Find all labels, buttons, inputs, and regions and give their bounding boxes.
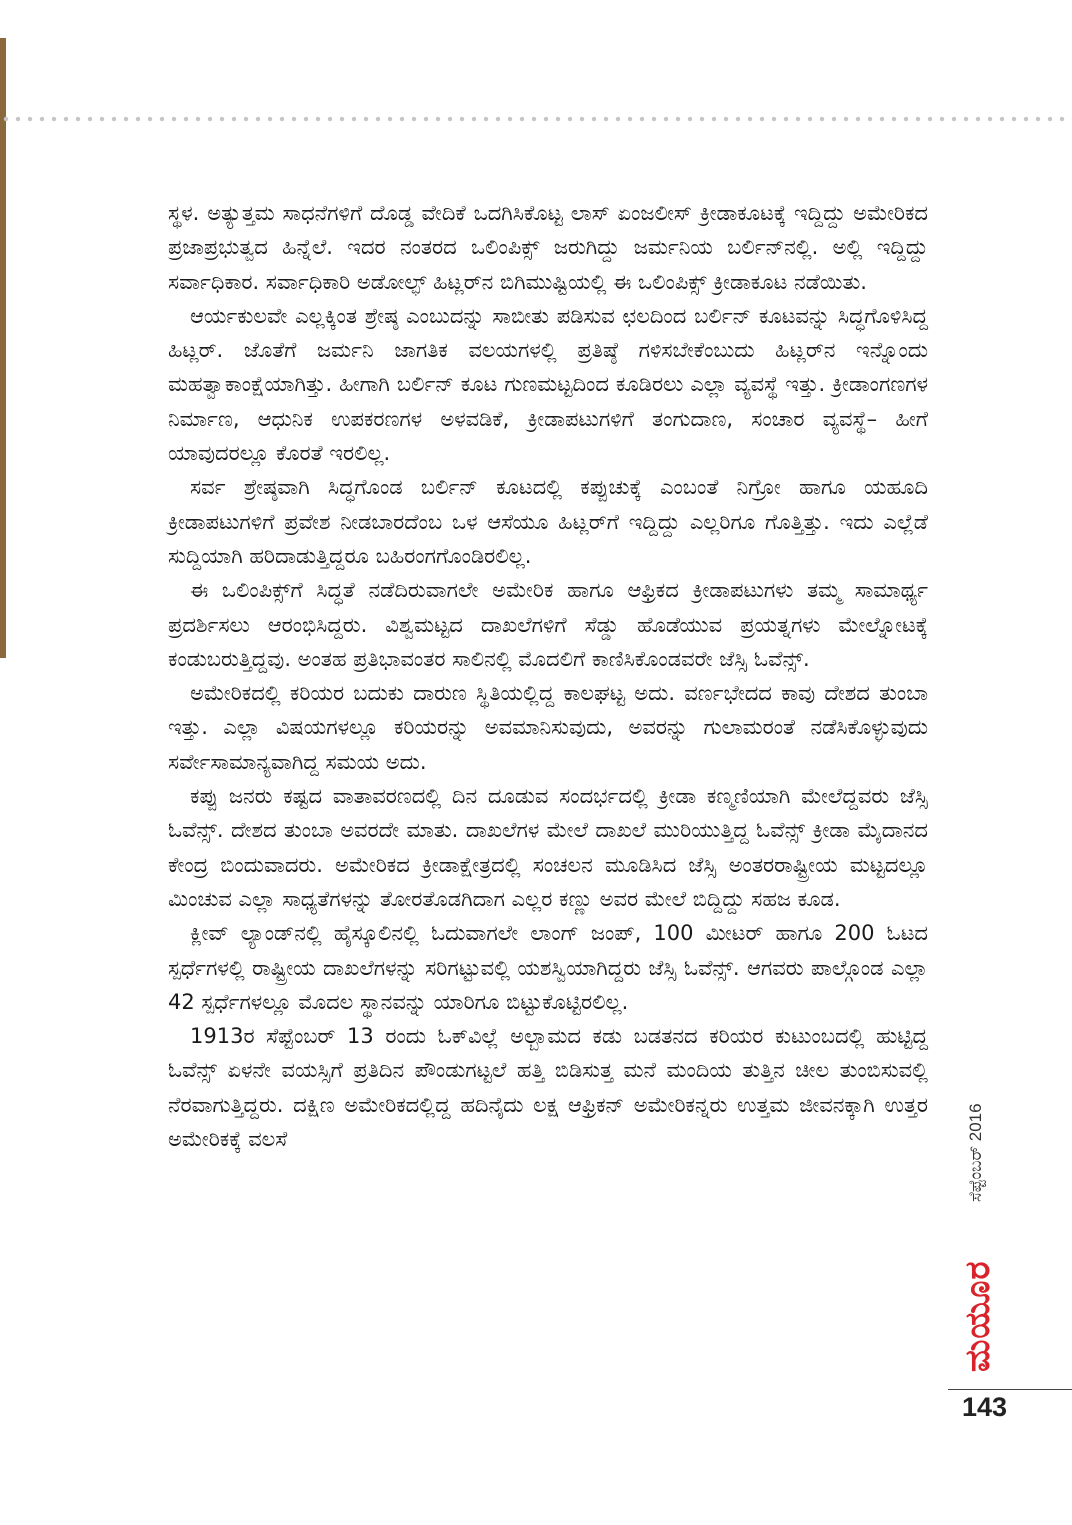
- dotted-separator: [0, 116, 1072, 122]
- article-paragraph: ಅಮೇರಿಕದಲ್ಲಿ ಕರಿಯರ ಬದುಕು ದಾರುಣ ಸ್ಥಿತಿಯಲ್ಲಿದ್ದ ಕಾಲಘಟ್ಟ ಅದು. ವರ್ಣಭೇದದ ಕಾವು ದೇಶದ ತುಂಬಾ ಇತ್ತು. ಎಲ್ಲಾ ವಿಷಯಗಳಲ್ಲೂ ಕರಿಯರನ್ನು ಅವಮಾನಿಸುವುದು, ಅವರನ್ನು ಗುಲಾಮರಂತೆ ನಡೆಸಿಕೊಳ್ಳುವುದು ಸರ್ವೇಸಾಮಾನ್ಯವಾಗಿದ್ದ ಸಮಯ ಅದು.: [168, 681, 928, 774]
- article-paragraph: ಈ ಒಲಿಂಪಿಕ್ಸ್‌ಗೆ ಸಿದ್ಧತೆ ನಡೆದಿರುವಾಗಲೇ ಅಮೇರಿಕ ಹಾಗೂ ಆಫ್ರಿಕದ ಕ್ರೀಡಾಪಟುಗಳು ತಮ್ಮ ಸಾಮಾರ್ಥ್ಯ ಪ್ರದರ್ಶಿಸಲು ಆರಂಭಿಸಿದ್ದರು. ವಿಶ್ವಮಟ್ಟದ ದಾಖಲೆಗಳಿಗೆ ಸೆಡ್ಡು ಹೊಡೆಯುವ ಪ್ರಯತ್ನಗಳು ಮೇಲ್ನೋಟಕ್ಕೆ ಕಂಡುಬರುತ್ತಿದ್ದವು. ಅಂತಹ ಪ್ರತಿಭಾವಂತರ ಸಾಲಿನಲ್ಲಿ ಮೊದಲಿಗೆ ಕಾಣಿಸಿಕೊಂಡವರೇ ಜೆಸ್ಸಿ ಓವೆನ್ಸ್.: [168, 578, 928, 671]
- article-paragraph: ಸ್ಥಳ. ಅತ್ಯುತ್ತಮ ಸಾಧನೆಗಳಿಗೆ ದೊಡ್ಡ ವೇದಿಕೆ ಒದಗಿಸಿಕೊಟ್ಟ ಲಾಸ್ ಏಂಜಲೀಸ್ ಕ್ರೀಡಾಕೂಟಕ್ಕೆ ಇದ್ದಿದ್ದು ಅಮೇರಿಕದ ಪ್ರಜಾಪ್ರಭುತ್ವದ ಹಿನ್ನೆಲೆ. ಇದರ ನಂತರದ ಒಲಿಂಪಿಕ್ಸ್ ಜರುಗಿದ್ದು ಜರ್ಮನಿಯ ಬರ್ಲಿನ್‌ನಲ್ಲಿ. ಅಲ್ಲಿ ಇದ್ದಿದ್ದು ಸರ್ವಾಧಿಕಾರ. ಸರ್ವಾಧಿಕಾರಿ ಅಡೋಲ್ಫ್ ಹಿಟ್ಲರ್‌ನ ಬಿಗಿಮುಷ್ಟಿಯಲ್ಲಿ ಈ ಒಲಿಂಪಿಕ್ಸ್ ಕ್ರೀಡಾಕೂಟ ನಡೆಯಿತು.: [168, 201, 928, 294]
- article-paragraph: ಕ್ಲೀವ್ ಲ್ಯಾಂಡ್‌ನಲ್ಲಿ ಹೈಸ್ಕೂಲಿನಲ್ಲಿ ಓದುವಾಗಲೇ ಲಾಂಗ್ ಜಂಪ್, 100 ಮೀಟರ್ ಹಾಗೂ 200 ಓಟದ ಸ್ಪರ್ಧೆಗಳಲ್ಲಿ ರಾಷ್ಟ್ರೀಯ ದಾಖಲೆಗಳನ್ನು ಸರಿಗಟ್ಟುವಲ್ಲಿ ಯಶಸ್ವಿಯಾಗಿದ್ದರು ಜೆಸ್ಸಿ ಓವೆನ್ಸ್. ಆಗವರು ಪಾಲ್ಗೊಂಡ ಎಲ್ಲಾ 42 ಸ್ಪರ್ಧೆಗಳಲ್ಲೂ ಮೊದಲ ಸ್ಥಾನವನ್ನು ಯಾರಿಗೂ ಬಿಟ್ಟುಕೊಟ್ಟಿರಲಿಲ್ಲ.: [168, 921, 928, 1014]
- article-paragraph: 1913ರ ಸೆಪ್ಟೆಂಬರ್ 13 ರಂದು ಓಕ್‌ವಿಲ್ಲೆ ಅಲ್ಬಾಮದ ಕಡು ಬಡತನದ ಕರಿಯರ ಕುಟುಂಬದಲ್ಲಿ ಹುಟ್ಟಿದ್ದ ಓವೆನ್ಸ್ ಏಳನೇ ವಯಸ್ಸಿಗೆ ಪ್ರತಿದಿನ ಪೌಂಡುಗಟ್ಟಲೆ ಹತ್ತಿ ಬಿಡಿಸುತ್ತ ಮನೆ ಮಂದಿಯ ತುತ್ತಿನ ಚೀಲ ತುಂಬಿಸುವಲ್ಲಿ ನೆರವಾಗುತ್ತಿದ್ದರು. ದಕ್ಷಿಣ ಅಮೇರಿಕದಲ್ಲಿದ್ದ ಹದಿನೈದು ಲಕ್ಷ ಆಫ್ರಿಕನ್ ಅಮೇರಿಕನ್ನರು ಉತ್ತಮ ಜೀವನಕ್ಕಾಗಿ ಉತ್ತರ ಅಮೇರಿಕಕ್ಕೆ ವಲಸೆ: [168, 1024, 928, 1152]
- page-number: 143: [962, 1392, 1008, 1422]
- article-paragraph: ಆರ್ಯಕುಲವೇ ಎಲ್ಲಕ್ಕಿಂತ ಶ್ರೇಷ್ಠ ಎಂಬುದನ್ನು ಸಾಬೀತು ಪಡಿಸುವ ಛಲದಿಂದ ಬರ್ಲಿನ್ ಕೂಟವನ್ನು ಸಿದ್ಧಗೊಳಿಸಿದ್ದ ಹಿಟ್ಲರ್. ಜೊತೆಗೆ ಜರ್ಮನಿ ಜಾಗತಿಕ ವಲಯಗಳಲ್ಲಿ ಪ್ರತಿಷ್ಠೆ ಗಳಿಸಬೇಕೆಂಬುದು ಹಿಟ್ಲರ್‌ನ ಇನ್ನೊಂದು ಮಹತ್ವಾಕಾಂಕ್ಷೆಯಾಗಿತ್ತು. ಹೀಗಾಗಿ ಬರ್ಲಿನ್ ಕೂಟ ಗುಣಮಟ್ಟದಿಂದ ಕೂಡಿರಲು ಎಲ್ಲಾ ವ್ಯವಸ್ಥೆ ಇತ್ತು. ಕ್ರೀಡಾಂಗಣಗಳ ನಿರ್ಮಾಣ, ಆಧುನಿಕ ಉಪಕರಣಗಳ ಅಳವಡಿಕೆ, ಕ್ರೀಡಾಪಟುಗಳಿಗೆ ತಂಗುದಾಣ, ಸಂಚಾರ ವ್ಯವಸ್ಥೆ– ಹೀಗೆ ಯಾವುದರಲ್ಲೂ ಕೊರತೆ ಇರಲಿಲ್ಲ.: [168, 303, 928, 466]
- left-edge-rule: [0, 38, 6, 658]
- magazine-brand: ಮಯೂರ: [958, 1260, 998, 1372]
- article-paragraph: ಸರ್ವ ಶ್ರೇಷ್ಠವಾಗಿ ಸಿದ್ಧಗೊಂಡ ಬರ್ಲಿನ್ ಕೂಟದಲ್ಲಿ ಕಪ್ಪುಚುಕ್ಕೆ ಎಂಬಂತೆ ನಿಗ್ರೋ ಹಾಗೂ ಯಹೂದಿ ಕ್ರೀಡಾಪಟುಗಳಿಗೆ ಪ್ರವೇಶ ನೀಡಬಾರದೆಂಬ ಒಳ ಆಸೆಯೂ ಹಿಟ್ಲರ್‌ಗೆ ಇದ್ದಿದ್ದು ಎಲ್ಲರಿಗೂ ಗೊತ್ತಿತ್ತು. ಇದು ಎಲ್ಲೆಡೆ ಸುದ್ದಿಯಾಗಿ ಹರಿದಾಡುತ್ತಿದ್ದರೂ ಬಹಿರಂಗಗೊಂಡಿರಲಿಲ್ಲ.: [168, 475, 928, 568]
- page-number-rule: [948, 1389, 1072, 1390]
- issue-date: ಸೆಪ್ಟೆಂಬರ್ 2016: [966, 1103, 985, 1202]
- article-body: [168, 196, 928, 1156]
- article-paragraph: ಕಪ್ಪು ಜನರು ಕಷ್ಟದ ವಾತಾವರಣದಲ್ಲಿ ದಿನ ದೂಡುವ ಸಂದರ್ಭದಲ್ಲಿ ಕ್ರೀಡಾ ಕಣ್ಮಣಿಯಾಗಿ ಮೇಲೆದ್ದವರು ಜೆಸ್ಸಿ ಓವೆನ್ಸ್. ದೇಶದ ತುಂಬಾ ಅವರದೇ ಮಾತು. ದಾಖಲೆಗಳ ಮೇಲೆ ದಾಖಲೆ ಮುರಿಯುತ್ತಿದ್ದ ಓವೆನ್ಸ್ ಕ್ರೀಡಾ ಮೈದಾನದ ಕೇಂದ್ರ ಬಿಂದುವಾದರು. ಅಮೇರಿಕದ ಕ್ರೀಡಾಕ್ಷೇತ್ರದಲ್ಲಿ ಸಂಚಲನ ಮೂಡಿಸಿದ ಜೆಸ್ಸಿ ಅಂತರರಾಷ್ಟ್ರೀಯ ಮಟ್ಟದಲ್ಲೂ ಮಿಂಚುವ ಎಲ್ಲಾ ಸಾಧ್ಯತೆಗಳನ್ನು ತೋರತೊಡಗಿದಾಗ ಎಲ್ಲರ ಕಣ್ಣು ಅವರ ಮೇಲೆ ಬಿದ್ದಿದ್ದು ಸಹಜ ಕೂಡ.: [168, 784, 928, 911]
